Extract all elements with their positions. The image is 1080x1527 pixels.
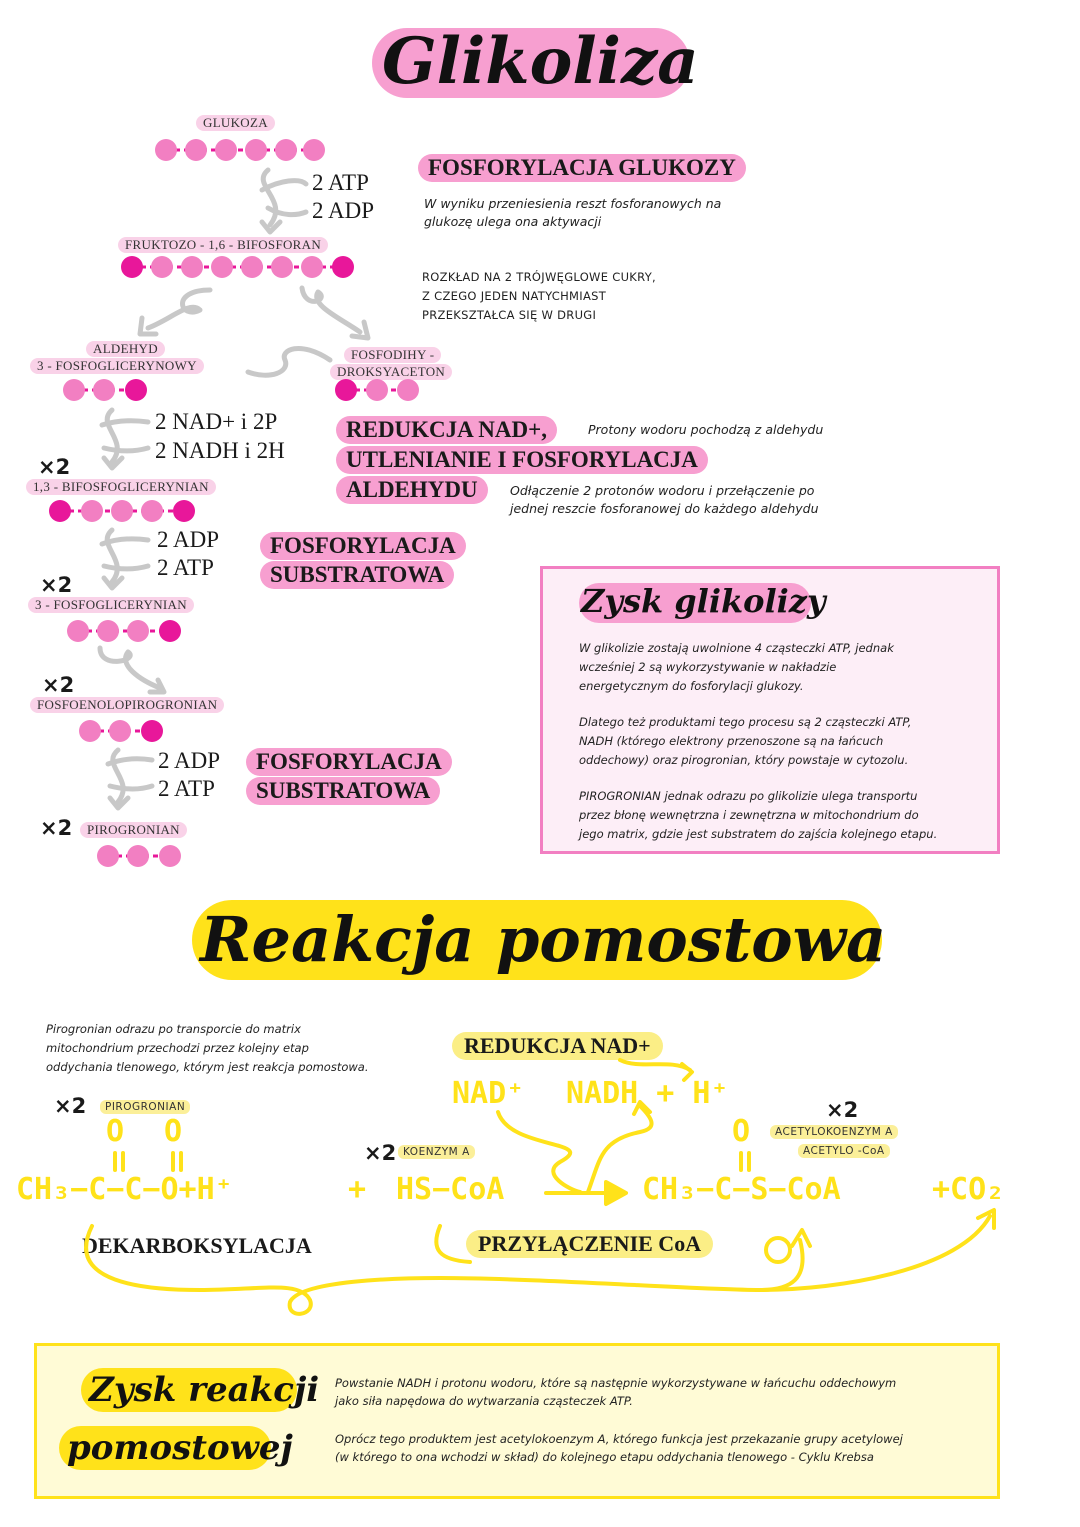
zysk-pomostowej-box	[34, 1343, 1000, 1499]
step-utlenianie: UTLENIANIE I FOSFORYLACJA	[336, 446, 708, 474]
label-glukoza: GLUKOZA	[196, 115, 275, 131]
zysk-pomostowej-title: Zysk reakcji	[89, 1370, 320, 1410]
product-2-atp: 2 ATP	[157, 555, 214, 580]
label-aldehyd-line2: 3 - FOSFOGLICERYNOWY	[30, 358, 204, 374]
multiplier-x2: ×2	[40, 816, 73, 840]
desc-aldehydu: Odłączenie 2 protonów wodoru i przełączenie po	[510, 483, 815, 498]
equation-koenzym-a: HS−CoA	[396, 1172, 505, 1207]
zysk-glikolizy-text: W glikolizie zostają uwolnione 4 cząsteczki ATP, jednak wcześniej 2 są wykorzystywanie w nakładzie energetycznym do fosforylacji glukozy. Dlatego też produktami tego procesu są 2 cząsteczki ATP, NADH (którego elektrony przenoszone są na łańcuch oddechowy) oraz pirogronian, który powstaje w cytozolu. PIROGRONIAN jednak odrazu po glikolizie ulega transportu przez błonę wewnętrzna i zewnętrzna w mitochondrium do jego matrix, gdzie jest substratem do zajścia kolejnego etapu.	[579, 641, 938, 841]
multiplier-x2: ×2	[364, 1141, 397, 1165]
przylaczenie-coa-label: PRZYŁĄCZENIE CoA	[466, 1230, 713, 1258]
label-fosfodihy-line2: DROKSYACETON	[330, 364, 452, 380]
substrate-2-nad: 2 NAD+ i 2P	[155, 409, 278, 434]
oxygen-atom: O	[164, 1114, 183, 1149]
aldehyd-chain	[63, 379, 147, 401]
label-pirogronian: PIROGRONIAN	[80, 822, 187, 838]
oxygen-atom: O	[106, 1114, 125, 1149]
fosfoenolopirogronian-chain	[79, 720, 163, 742]
koenzym-a-label: KOENZYM A	[398, 1145, 475, 1159]
zysk-pomostowej-title: pomostowej	[67, 1428, 293, 1468]
label-fosfoglicerynian: 3 - FOSFOGLICERYNIAN	[28, 597, 194, 613]
step-aldehydu: ALDEHYDU	[336, 476, 488, 504]
desc-rozklad: Z CZEGO JEDEN NATYCHMIAST	[422, 289, 607, 303]
bifosfoglicerynian-chain	[49, 500, 195, 522]
label-aldehyd: ALDEHYD	[86, 341, 165, 357]
redukcja-nad-label: REDUKCJA NAD+	[452, 1032, 663, 1060]
substrate-2-adp: 2 ADP	[158, 748, 220, 773]
pomostowa-intro: Pirogronian odrazu po transporcie do matrix mitochondrium przechodzi przez kolejny etap oddychania tlenowego, którym jest reakcja pomostowa.	[46, 1022, 369, 1074]
oxygen-atom: O	[732, 1114, 751, 1149]
label-fruktozo: FRUKTOZO - 1,6 - BIFOSFORAN	[118, 237, 328, 253]
step-fosforylacja-substratowa: SUBSTRATOWA	[246, 777, 440, 805]
label-fosfoenolopirogronian: FOSFOENOLOPIROGRONIAN	[30, 697, 224, 713]
desc-fosforylacja-glukozy: glukozę ulega ona aktywacji	[424, 214, 602, 229]
desc-rozklad: PRZEKSZTAŁCA SIĘ W DRUGI	[422, 308, 597, 322]
multiplier-x2: ×2	[40, 573, 73, 597]
step-fosforylacja-substratowa: FOSFORYLACJA	[246, 748, 452, 776]
step-redukcja-nad: REDUKCJA NAD+,	[336, 416, 557, 444]
step-fosforylacja-substratowa: SUBSTRATOWA	[260, 561, 454, 589]
multiplier-x2: ×2	[54, 1094, 87, 1118]
acetylo-coa-label: ACETYLO -CoA	[798, 1144, 890, 1158]
step-fosforylacja-glukozy: FOSFORYLACJA GLUKOZY	[418, 154, 746, 182]
zysk-glikolizy-box	[540, 566, 1000, 854]
multiplier-x2: ×2	[42, 673, 75, 697]
desc-redukcja-nad: Protony wodoru pochodzą z aldehydu	[588, 422, 824, 437]
step-fosforylacja-substratowa: FOSFORYLACJA	[260, 532, 466, 560]
nad-plus: NAD⁺	[452, 1076, 525, 1111]
multiplier-x2: ×2	[38, 455, 71, 479]
equation-co2: +CO₂	[932, 1172, 1005, 1207]
equation-acetylo-coa: CH₃−C−S−CoA	[642, 1172, 841, 1207]
pomostowa-arrows	[0, 1040, 1080, 1340]
desc-aldehydu: jednej reszcie fosforanowej do każdego aldehydu	[510, 501, 819, 516]
desc-fosforylacja-glukozy: W wyniku przeniesienia reszt fosforanowych na	[424, 196, 722, 211]
product-2-atp: 2 ATP	[158, 776, 215, 801]
equation-pirogronian: CH₃−C−C−O+H⁺	[16, 1172, 233, 1207]
multiplier-x2: ×2	[826, 1098, 859, 1122]
substrate-2-adp: 2 ADP	[157, 527, 219, 552]
pirogronian-chain	[97, 845, 181, 867]
pirogronian-label: PIROGRONIAN	[100, 1100, 190, 1114]
product-2-adp: 2 ADP	[312, 198, 374, 223]
label-fosfodihy: FOSFODIHY -	[344, 347, 441, 363]
product-2-nadh: 2 NADH i 2H	[155, 438, 285, 463]
zysk-pomostowej-text: Powstanie NADH i protonu wodoru, które są następnie wykorzystywane w łańcuchu oddechowym jako siła napędowa do wytwarzania cząsteczek ATP. Oprócz tego produktem jest acetylokoenzym A, którego funkcja jest przekazanie grupy acetylowej (w którego to ona wchodzi w skład) do kolejnego etapu oddychania tlenowego - Cyklu Krebsa	[335, 1376, 903, 1464]
label-bifosfoglicerynian: 1,3 - BIFOSFOGLICERYNIAN	[26, 479, 216, 495]
desc-rozklad: ROZKŁAD NA 2 TRÓJWĘGLOWE CUKRY,	[422, 270, 656, 284]
equation-plus: +	[348, 1172, 367, 1207]
pomostowa-title: Reakcja pomostowa	[200, 903, 887, 976]
fosfodihydroksyaceton-chain	[335, 379, 419, 401]
acetylokoenzym-label: ACETYLOKOENZYM A	[770, 1125, 898, 1139]
glikoliza-title: Glikoliza	[382, 24, 699, 99]
fruktozo-chain	[121, 256, 354, 278]
substrate-2-atp: 2 ATP	[312, 170, 369, 195]
dekarboksylacja-label: DEKARBOKSYLACJA	[82, 1233, 312, 1258]
zysk-glikolizy-title: Zysk glikolizy	[581, 582, 826, 620]
nadh-plus-h: NADH + H⁺	[566, 1076, 729, 1111]
